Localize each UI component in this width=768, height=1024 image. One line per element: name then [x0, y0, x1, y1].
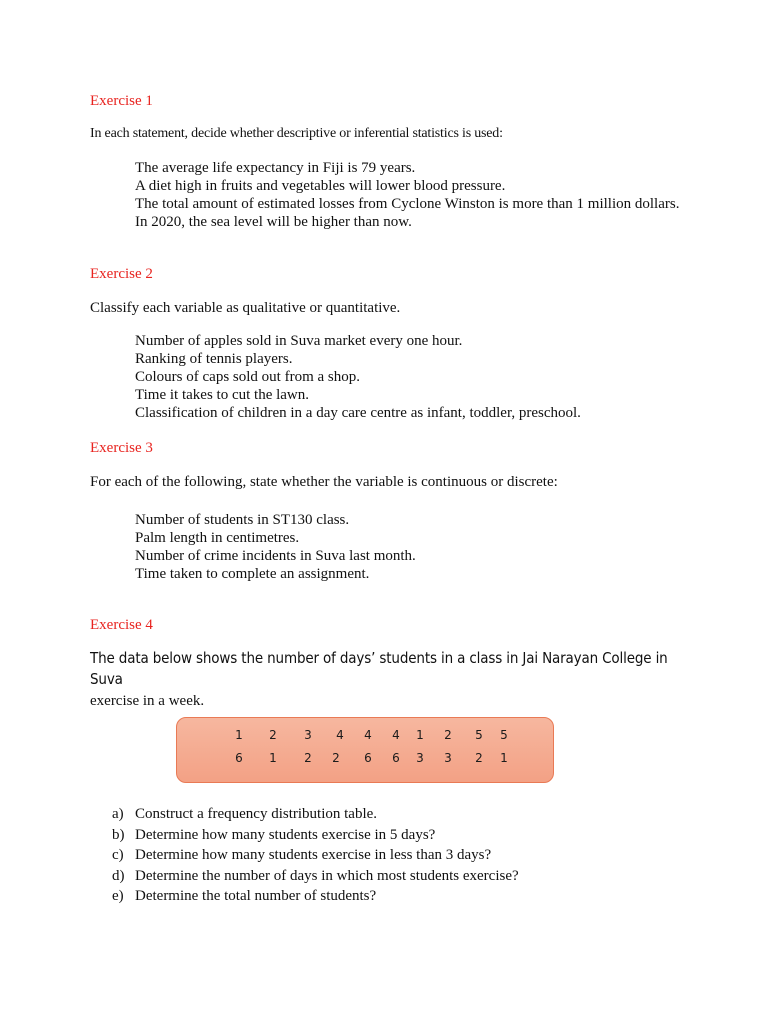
list-item-text: Time it takes to cut the lawn.	[135, 387, 310, 403]
data-row	[177, 728, 553, 746]
exercise-4-intro-line-1: The data below shows the number of days’ students in a class in Jai Narayan College in Suva	[90, 649, 668, 688]
list-item-text: Determine the total number of students?	[135, 888, 377, 904]
list-item-text: Determine how many students exercise in 5 days?	[135, 826, 436, 843]
exercise-2-heading: Exercise 2	[90, 266, 153, 282]
list-item-text: A diet high in fruits and vegetables will lower blood pressure.	[135, 178, 506, 194]
data-cell: 4	[364, 728, 372, 742]
data-cell: 4	[336, 728, 344, 742]
data-cell: 2	[332, 751, 340, 765]
exercise-3-instruction: For each of the following, state whether the variable is continuous or discrete:	[90, 474, 558, 490]
list-item-text: Ranking of tennis players.	[135, 351, 293, 367]
data-cell: 1	[416, 728, 424, 742]
list-item-text: Number of apples sold in Suva market every one hour.	[135, 333, 463, 349]
list-item-text: Classification of children in a day care centre as infant, toddler, preschool.	[135, 405, 581, 421]
exercise-4-heading: Exercise 4	[90, 617, 153, 633]
exercise-3-heading: Exercise 3	[90, 440, 153, 456]
list-item-text: Palm length in centimetres.	[135, 530, 300, 546]
list-item-text: Time taken to complete an assignment.	[135, 566, 370, 582]
data-row	[177, 751, 553, 769]
data-cell: 2	[475, 751, 483, 765]
list-marker: e)	[112, 888, 124, 904]
list-item-text: Determine how many students exercise in less than 3 days?	[135, 847, 492, 863]
exercise-4-intro-line-2: exercise in a week.	[90, 693, 205, 709]
data-cell: 6	[392, 751, 400, 765]
data-cell: 3	[304, 728, 312, 742]
data-box	[176, 717, 554, 783]
data-cell: 2	[304, 751, 312, 765]
list-marker: d)	[112, 867, 125, 884]
list-item-text: Number of crime incidents in Suva last month.	[135, 548, 416, 564]
list-item-text: In 2020, the sea level will be higher than now.	[135, 214, 412, 230]
data-cell: 1	[500, 751, 508, 765]
data-cell: 6	[235, 751, 243, 765]
data-cell: 3	[416, 751, 424, 765]
data-cell: 5	[475, 728, 483, 742]
data-cell: 2	[444, 728, 452, 742]
list-item-text: Number of students in ST130 class.	[135, 512, 350, 528]
exercise-1-instruction: In each statement, decide whether descriptive or inferential statistics is used:	[90, 126, 503, 141]
list-marker: c)	[112, 847, 124, 863]
list-marker: a)	[112, 806, 124, 822]
data-cell: 6	[364, 751, 372, 765]
exercise-2-instruction: Classify each variable as qualitative or quantitative.	[90, 300, 401, 316]
exercise-1-heading: Exercise 1	[90, 93, 153, 109]
data-cell: 3	[444, 751, 452, 765]
list-item-text: The average life expectancy in Fiji is 79 years.	[135, 160, 416, 176]
data-cell: 1	[235, 728, 243, 742]
data-cell: 4	[392, 728, 400, 742]
data-cell: 1	[269, 751, 277, 765]
list-item-text: Construct a frequency distribution table.	[135, 806, 378, 822]
exercise-4-intro	[90, 648, 690, 712]
list-item-text: The total amount of estimated losses from Cyclone Winston is more than 1 million dollars.	[135, 196, 680, 212]
list-marker: b)	[112, 826, 125, 843]
data-cell: 5	[500, 728, 508, 742]
list-item-text: Colours of caps sold out from a shop.	[135, 369, 360, 385]
list-item-text: Determine the number of days in which most students exercise?	[135, 867, 519, 884]
data-cell: 2	[269, 728, 277, 742]
